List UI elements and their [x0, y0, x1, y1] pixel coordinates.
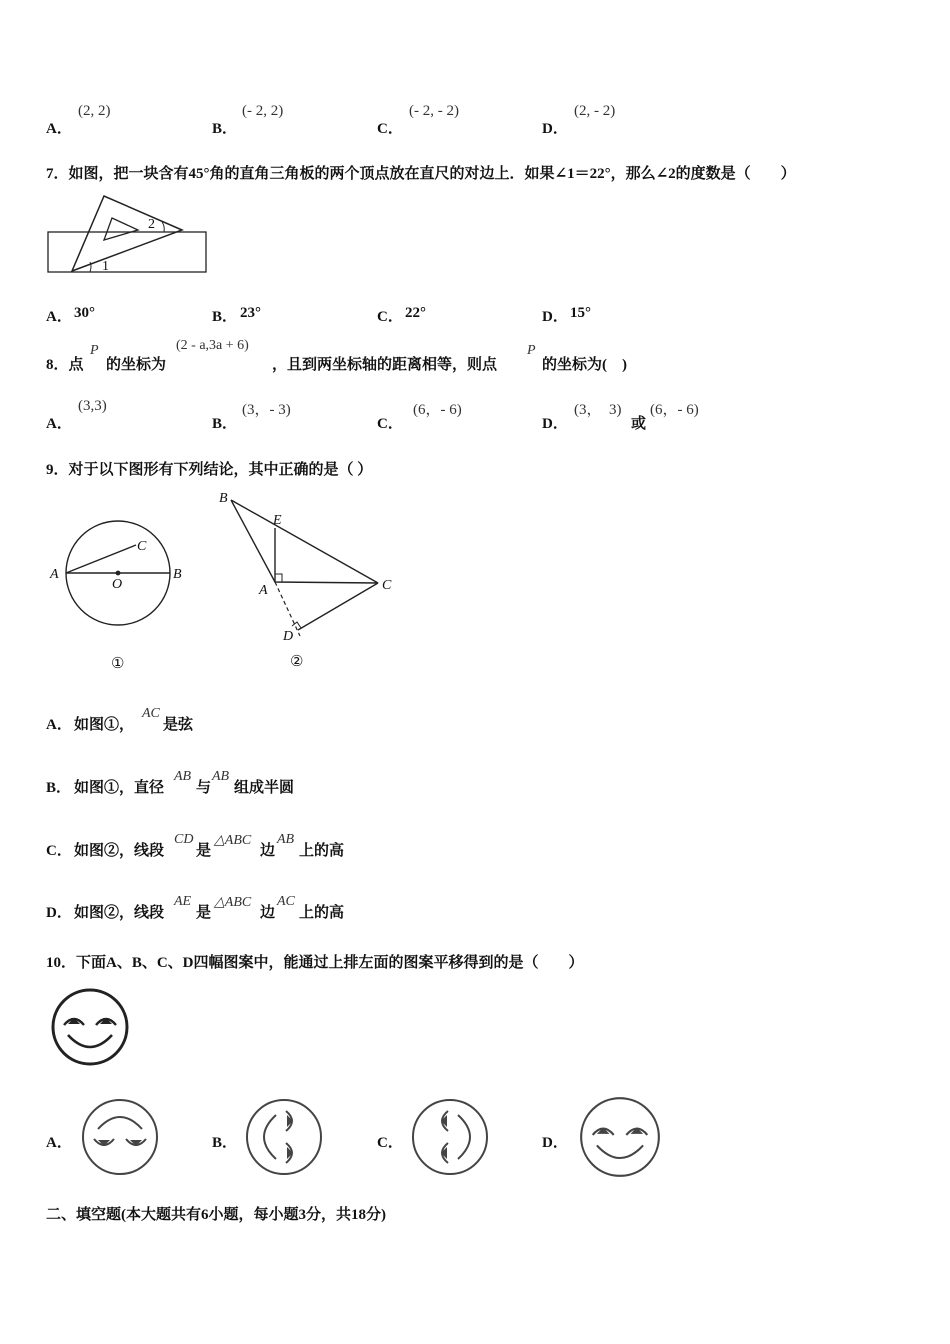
q8-suffix: ，且到两坐标轴的距离相等，则点 [272, 357, 498, 373]
fig1-label-c: C [137, 539, 147, 554]
q10-option-d-label: D． [542, 1135, 568, 1151]
q6-option-c-label: C． [377, 121, 403, 137]
q8-var-p2: P [527, 343, 536, 358]
fig1-label-o: O [112, 577, 123, 592]
q8-option-d-label: D． [542, 416, 568, 432]
q10-option-c-label: C． [377, 1135, 403, 1151]
q9-text: 9．对于以下图形有下列结论，其中正确的是（ ） [46, 462, 373, 478]
q10-option-d-smiley [578, 1095, 662, 1179]
extension-ad [275, 582, 300, 636]
q8-coord: (2 - a,3a + 6) [176, 338, 249, 353]
q6-option-a-value: (2, 2) [78, 103, 111, 119]
q8-mid: 的坐标为 [106, 357, 167, 373]
q9-option-c-math1: CD [174, 832, 194, 847]
q8-option-a-value: (3,3) [78, 398, 107, 414]
q10-text: 10．下面A、B、C、D四幅图案中，能通过上排左面的图案平移得到的是（ ） [46, 955, 584, 971]
q9-figure-2 [215, 488, 405, 673]
q7-figure [46, 192, 216, 276]
section-2-heading: 二、填空题(本大题共有6小题，每小题3分，共18分) [46, 1207, 386, 1223]
q6-option-a-label: A． [46, 121, 72, 137]
q9-option-b-post: 组成半圆 [234, 780, 295, 796]
q9-option-d-label: D． [46, 905, 72, 921]
fig2-label-b: B [219, 491, 228, 506]
q8-option-d-value: (3， 3) [574, 402, 622, 418]
fig1-caption: ① [111, 656, 125, 672]
segment-cd [298, 583, 378, 630]
q9-option-b-math2: AB [212, 769, 230, 784]
q7-option-c-label: C． [377, 309, 403, 325]
q8-option-d-value2: (6，- 6) [650, 402, 699, 418]
q10-option-c-smiley [410, 1097, 490, 1177]
q6-option-b-label: B． [212, 121, 238, 137]
q8-var-p: P [90, 343, 99, 358]
fig1-label-a: A [50, 567, 59, 582]
q9-option-c-math2: △ABC [214, 833, 252, 848]
q9-option-a-label: A． [46, 717, 72, 733]
q7-text: 7．如图，把一块含有45°角的直角三角板的两个顶点放在直尺的对边上．如果∠1＝22°，那么∠2的度数是（ ） [46, 166, 796, 182]
q9-option-c-mid: 是 [196, 843, 212, 859]
q9-option-d-math2: △ABC [214, 895, 252, 910]
q9-option-b-label: B． [46, 780, 72, 796]
segment-ac [66, 545, 136, 573]
q8-option-d-or: 或 [631, 416, 647, 432]
q8-option-b-label: B． [212, 416, 238, 432]
q7-option-a-label: A． [46, 309, 72, 325]
q6-option-b-value: (- 2, 2) [242, 103, 284, 119]
triangle-abc [231, 500, 378, 583]
q10-option-a-label: A． [46, 1135, 72, 1151]
angle-1-label: 1 [102, 259, 109, 274]
q9-option-c-math3: AB [277, 832, 295, 847]
q9-option-a-math: AC [142, 706, 160, 721]
q9-figure-1 [46, 520, 206, 680]
q9-option-d-post: 上的高 [299, 905, 345, 921]
q9-option-c-post: 上的高 [299, 843, 345, 859]
q8-option-c-value: (6，- 6) [413, 402, 462, 418]
q7-option-b-value: 23° [240, 305, 261, 321]
q7-option-c-value: 22° [405, 305, 426, 321]
q9-option-b-math1: AB [174, 769, 192, 784]
triangle-inner [104, 218, 138, 240]
q6-option-d-value: (2, - 2) [574, 103, 616, 119]
q9-option-b-pre: 如图①，直径 [74, 780, 165, 796]
fig1-label-b: B [173, 567, 182, 582]
angle-2-label: 2 [148, 217, 155, 232]
q6-option-c-value: (- 2, - 2) [409, 103, 459, 119]
q7-option-b-label: B． [212, 309, 238, 325]
q10-reference-smiley [50, 987, 130, 1067]
q8-end: 的坐标为( ) [542, 357, 627, 373]
q9-option-d-math3: AC [277, 894, 295, 909]
q8-prefix: 8．点 [46, 357, 84, 373]
q8-option-a-label: A． [46, 416, 72, 432]
fig2-caption: ② [290, 654, 304, 670]
q9-option-d-mid: 是 [196, 905, 212, 921]
q10-option-b-smiley [244, 1097, 324, 1177]
q9-option-d-mid2: 边 [260, 905, 276, 921]
q10-option-a-smiley [80, 1097, 160, 1177]
q9-option-c-label: C． [46, 843, 72, 859]
q8-option-c-label: C． [377, 416, 403, 432]
q9-option-c-mid2: 边 [260, 843, 276, 859]
q8-option-b-value: (3，- 3) [242, 402, 291, 418]
fig2-label-a: A [259, 583, 268, 598]
fig2-label-c: C [382, 578, 392, 593]
q9-option-d-math1: AE [174, 894, 192, 909]
q7-option-d-label: D． [542, 309, 568, 325]
q7-option-a-value: 30° [74, 305, 95, 321]
q9-option-a-post: 是弦 [163, 717, 194, 733]
q7-option-d-value: 15° [570, 305, 591, 321]
q9-option-c-pre: 如图②，线段 [74, 843, 165, 859]
fig2-label-e: E [273, 513, 282, 528]
q6-option-d-label: D． [542, 121, 568, 137]
fig2-label-d: D [283, 629, 294, 644]
q9-option-d-pre: 如图②，线段 [74, 905, 165, 921]
q9-option-a-pre: 如图①， [74, 717, 135, 733]
q9-option-b-mid: 与 [196, 780, 212, 796]
ruler [48, 232, 206, 272]
q10-option-b-label: B． [212, 1135, 238, 1151]
